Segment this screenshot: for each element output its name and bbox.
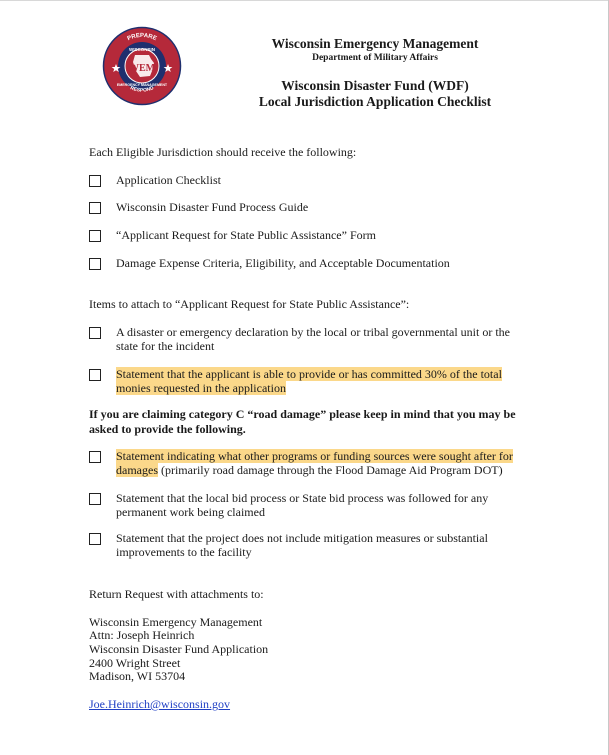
seal-ring-bottom-text: RESPOND xyxy=(129,85,155,94)
checklist-item-label: Wisconsin Disaster Fund Process Guide xyxy=(116,200,309,214)
section3-heading-line1: If you are claiming category C “road damage” please keep in mind that you may be xyxy=(89,407,516,421)
seal-ring-side-text: EMERGENCY MANAGEMENT xyxy=(116,83,168,87)
checkbox[interactable] xyxy=(89,175,101,187)
checkbox[interactable] xyxy=(89,533,101,545)
page-border-top xyxy=(0,0,609,1)
checklist-item-line2: state for the incident xyxy=(116,339,215,353)
checkbox[interactable] xyxy=(89,258,101,270)
address-line: 2400 Wright Street xyxy=(89,656,181,670)
section2-heading: Items to attach to “Applicant Request for State Public Assistance”: xyxy=(89,297,410,311)
checklist-item-line1: A disaster or emergency declaration by the local or tribal governmental unit or the xyxy=(116,325,510,339)
document-title: Wisconsin Disaster Fund (WDF) xyxy=(281,78,469,93)
checklist-item-line2 xyxy=(116,463,503,478)
checkbox[interactable] xyxy=(89,230,101,242)
checklist-item-line1: Statement that the project does not include mitigation measures or substantial xyxy=(116,531,488,545)
seal-ring-top-text: PREPARE xyxy=(126,32,158,43)
checklist-item-label: Application Checklist xyxy=(116,173,221,187)
highlight: Statement indicating what other programs or funding sources were sought after for xyxy=(116,449,513,463)
checkbox[interactable] xyxy=(89,202,101,214)
checklist-item-line2-rest: (primarily road damage through the Flood Damage Aid Program DOT) xyxy=(157,463,503,477)
checklist-item-line2 xyxy=(116,381,286,396)
wem-seal-logo xyxy=(102,26,182,106)
checklist-item-label: Damage Expense Criteria, Eligibility, and Acceptable Documentation xyxy=(116,256,450,270)
address-line: Wisconsin Emergency Management xyxy=(89,615,263,629)
checkbox[interactable] xyxy=(89,451,101,463)
checkbox[interactable] xyxy=(89,369,101,381)
section1-heading: Each Eligible Jurisdiction should receive the following: xyxy=(89,145,357,159)
return-request-text: Return Request with attachments to: xyxy=(89,587,264,601)
checklist-item-line1 xyxy=(116,449,513,464)
seal-center-text: WEM xyxy=(128,63,156,74)
checklist-item-line1: Statement that the local bid process or State bid process was followed for any xyxy=(116,491,489,505)
checklist-item-line2: improvements to the facility xyxy=(116,545,252,559)
highlight: monies requested in the application xyxy=(116,381,286,395)
contact-email-link[interactable]: Joe.Heinrich@wisconsin.gov xyxy=(89,697,231,711)
checklist-item-line2: permanent work being claimed xyxy=(116,505,265,519)
address-line: Attn: Joseph Heinrich xyxy=(89,628,195,642)
document-header xyxy=(200,36,550,110)
address-line: Madison, WI 53704 xyxy=(89,669,186,683)
department-name: Department of Military Affairs xyxy=(312,53,438,63)
checkbox[interactable] xyxy=(89,327,101,339)
highlight: Statement that the applicant is able to provide or has committed 30% of the total xyxy=(116,367,502,381)
seal-state-text: WISCONSIN xyxy=(128,47,156,52)
address-line: Wisconsin Disaster Fund Application xyxy=(89,642,269,656)
section3-heading-line2: asked to provide the following. xyxy=(89,422,246,436)
checklist-item-label: “Applicant Request for State Public Assistance” Form xyxy=(116,228,376,242)
highlight: damages xyxy=(116,463,158,477)
checkbox[interactable] xyxy=(89,493,101,505)
agency-name: Wisconsin Emergency Management xyxy=(271,36,479,51)
checklist-item-line1 xyxy=(116,367,502,382)
document-subtitle: Local Jurisdiction Application Checklist xyxy=(258,94,492,109)
